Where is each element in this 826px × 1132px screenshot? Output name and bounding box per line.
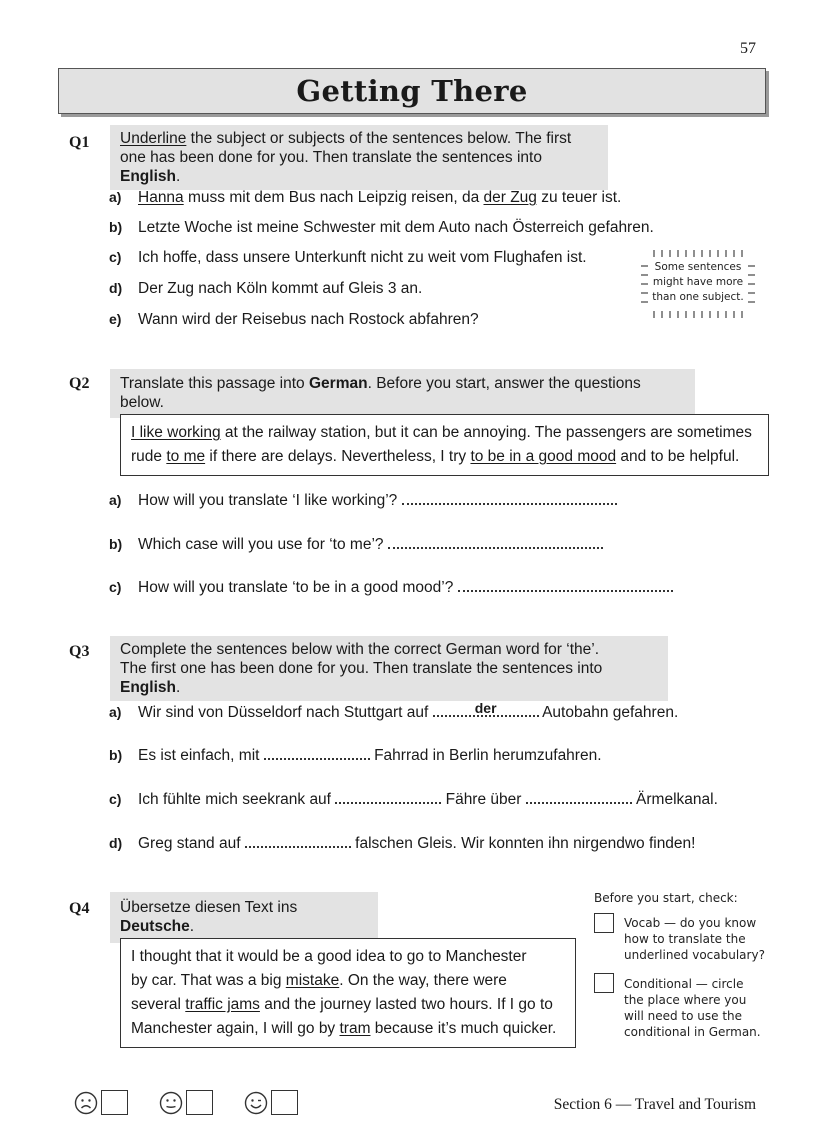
checklist-item-conditional	[624, 976, 761, 1040]
instr-text: .	[175, 679, 181, 696]
item-label: a)	[109, 492, 122, 508]
item-text: How will you translate ‘I like working’?	[138, 492, 398, 509]
item-text: Which case will you use for ‘to me’?	[138, 536, 384, 553]
q2-item-a	[109, 491, 617, 510]
confidence-checkbox-medium[interactable]	[186, 1090, 213, 1115]
item-text: muss mit dem Bus nach Leipzig reisen, da	[183, 189, 484, 206]
q3-item-d	[109, 834, 695, 853]
q3-number: Q3	[69, 643, 90, 660]
passage-text: and the journey lasted two hours. If I go to	[259, 996, 553, 1013]
q4-instructions	[110, 892, 378, 943]
instr-text: Übersetze diesen Text ins	[120, 899, 298, 916]
item-text: Der Zug nach Köln kommt auf Gleis 3 an.	[138, 280, 423, 297]
item-text: Greg stand auf	[138, 835, 245, 852]
checklist-checkbox-conditional[interactable]	[594, 973, 614, 993]
item-text: Ich hoffe, dass unsere Unterkunft nicht zu weit vom Flughafen ist.	[138, 249, 587, 266]
instr-text: The first one has been done for you. Then translate the sentences into	[120, 660, 603, 677]
tip-line: than one subject.	[652, 291, 744, 303]
underlined-subject: der Zug	[483, 189, 537, 206]
underlined-vocab: tram	[339, 1020, 371, 1037]
item-label: d)	[109, 280, 123, 296]
item-text: Fahrrad in Berlin herumzufahren.	[369, 747, 602, 764]
item-text: Es ist einfach, mit	[138, 747, 264, 764]
q4-number: Q4	[69, 900, 90, 917]
underlined-subject: Hanna	[138, 189, 184, 206]
item-label: b)	[109, 747, 123, 763]
q2-item-c	[109, 578, 673, 597]
answer-line[interactable]	[458, 578, 673, 592]
q2-instructions	[110, 369, 695, 418]
checklist-item-vocab	[624, 915, 765, 963]
passage-text: I thought that it would be a good idea to go to Manchester	[131, 948, 527, 965]
item-label: c)	[109, 791, 122, 807]
item-label: c)	[109, 579, 122, 595]
q3-item-c	[109, 790, 718, 809]
sad-face-icon	[74, 1091, 98, 1115]
instr-text: . Before you start, answer the questions below.	[120, 375, 641, 411]
checklist-line: will need to use the	[624, 1009, 743, 1023]
tip-line: Some sentences	[654, 261, 742, 273]
answer-blank[interactable]	[526, 790, 632, 804]
item-label: d)	[109, 835, 123, 851]
item-label: a)	[109, 704, 122, 720]
passage-text: rude	[131, 448, 167, 465]
passage-text: by car. That was a big	[131, 972, 286, 989]
tip-text	[648, 260, 748, 305]
q1-number: Q1	[69, 134, 90, 151]
instr-bold: Deutsche	[120, 918, 190, 935]
item-text: How will you translate ‘to be in a good mood’?	[138, 579, 454, 596]
q3-item-a	[109, 700, 679, 722]
page-title-banner	[58, 68, 766, 114]
item-text: zu teuer ist.	[536, 189, 622, 206]
item-label: a)	[109, 189, 122, 205]
instr-underline-word: Underline	[120, 130, 187, 147]
answer-blank[interactable]	[335, 790, 441, 804]
self-assessment-neutral	[159, 1090, 213, 1115]
checklist-line: Vocab — do you know	[624, 916, 757, 930]
passage-text: . On the way, there were	[339, 972, 507, 989]
instr-bold: English	[120, 168, 176, 185]
page-number: 57	[740, 40, 756, 57]
q2-passage	[120, 414, 769, 476]
passage-text: Manchester again, I will go by	[131, 1020, 340, 1037]
checklist-line: underlined vocabulary?	[624, 948, 765, 962]
page-title: Getting There	[296, 74, 528, 108]
underlined-phrase: to me	[166, 448, 206, 465]
item-label: e)	[109, 311, 122, 327]
q3-instructions	[110, 636, 668, 701]
checklist-line: the place where you	[624, 993, 747, 1007]
self-assessment-sad	[74, 1090, 128, 1115]
checklist-line: Conditional — circle	[624, 977, 744, 991]
tip-line: might have more	[652, 276, 744, 288]
answer-line[interactable]	[388, 535, 603, 549]
underlined-vocab: traffic jams	[185, 996, 260, 1013]
answer-blank[interactable]	[245, 834, 351, 848]
q2-number: Q2	[69, 375, 90, 392]
passage-text: and to be helpful.	[616, 448, 740, 465]
answer-blank[interactable]	[433, 700, 539, 717]
neutral-face-icon	[159, 1091, 183, 1115]
confidence-checkbox-high[interactable]	[271, 1090, 298, 1115]
passage-text: at the railway station, but it can be annoying. The passengers are sometimes	[220, 424, 752, 441]
tip-burst	[640, 248, 756, 320]
self-assessment-happy	[244, 1090, 298, 1115]
checklist-line: conditional in German.	[624, 1025, 761, 1039]
item-text: Autobahn gefahren.	[538, 704, 679, 721]
underlined-phrase: I like working	[131, 424, 221, 441]
filled-answer: der	[474, 700, 497, 716]
item-text: Wir sind von Düsseldorf nach Stuttgart auf	[138, 704, 433, 721]
q1-item-b	[109, 219, 654, 237]
happy-face-icon	[244, 1091, 268, 1115]
checklist-line: how to translate the	[624, 932, 746, 946]
passage-text: if there are delays. Nevertheless, I try	[205, 448, 471, 465]
item-text: Fähre über	[441, 791, 526, 808]
underlined-vocab: mistake	[285, 972, 340, 989]
q4-passage	[120, 938, 576, 1048]
item-label: b)	[109, 219, 123, 235]
instr-bold: German	[308, 375, 368, 392]
underlined-phrase: to be in a good mood	[470, 448, 617, 465]
section-footer: Section 6 — Travel and Tourism	[553, 1096, 756, 1113]
checklist-title: Before you start, check:	[594, 891, 738, 905]
q2-item-b	[109, 535, 603, 554]
q1-item-c	[109, 249, 587, 267]
q1-instructions	[110, 125, 608, 190]
item-label: c)	[109, 249, 122, 265]
instr-text: Complete the sentences below with the correct German word for ‘the’.	[120, 641, 600, 658]
item-text: Wann wird der Reisebus nach Rostock abfahren?	[138, 311, 479, 328]
answer-blank[interactable]	[264, 746, 370, 760]
passage-text: several	[131, 996, 186, 1013]
checklist-checkbox-vocab[interactable]	[594, 913, 614, 933]
q1-item-d	[109, 280, 422, 298]
instr-text: the subject or subjects of the sentences below. The first	[186, 130, 572, 147]
item-text: Ärmelkanal.	[631, 791, 718, 808]
instr-text: .	[175, 168, 181, 185]
confidence-checkbox-low[interactable]	[101, 1090, 128, 1115]
instr-bold: English	[120, 679, 176, 696]
item-text: Ich fühlte mich seekrank auf	[138, 791, 336, 808]
q1-item-a	[109, 189, 621, 207]
answer-line[interactable]	[402, 491, 617, 505]
instr-text: one has been done for you. Then translate the sentences into	[120, 149, 542, 166]
q3-item-b	[109, 746, 602, 765]
instr-text: Translate this passage into	[120, 375, 309, 392]
instr-text: .	[189, 918, 195, 935]
item-label: b)	[109, 536, 123, 552]
item-text: falschen Gleis. Wir konnten ihn nirgendwo finden!	[350, 835, 696, 852]
item-text: Letzte Woche ist meine Schwester mit dem Auto nach Österreich gefahren.	[138, 219, 654, 236]
passage-text: because it’s much quicker.	[370, 1020, 557, 1037]
q1-item-e	[109, 311, 479, 329]
